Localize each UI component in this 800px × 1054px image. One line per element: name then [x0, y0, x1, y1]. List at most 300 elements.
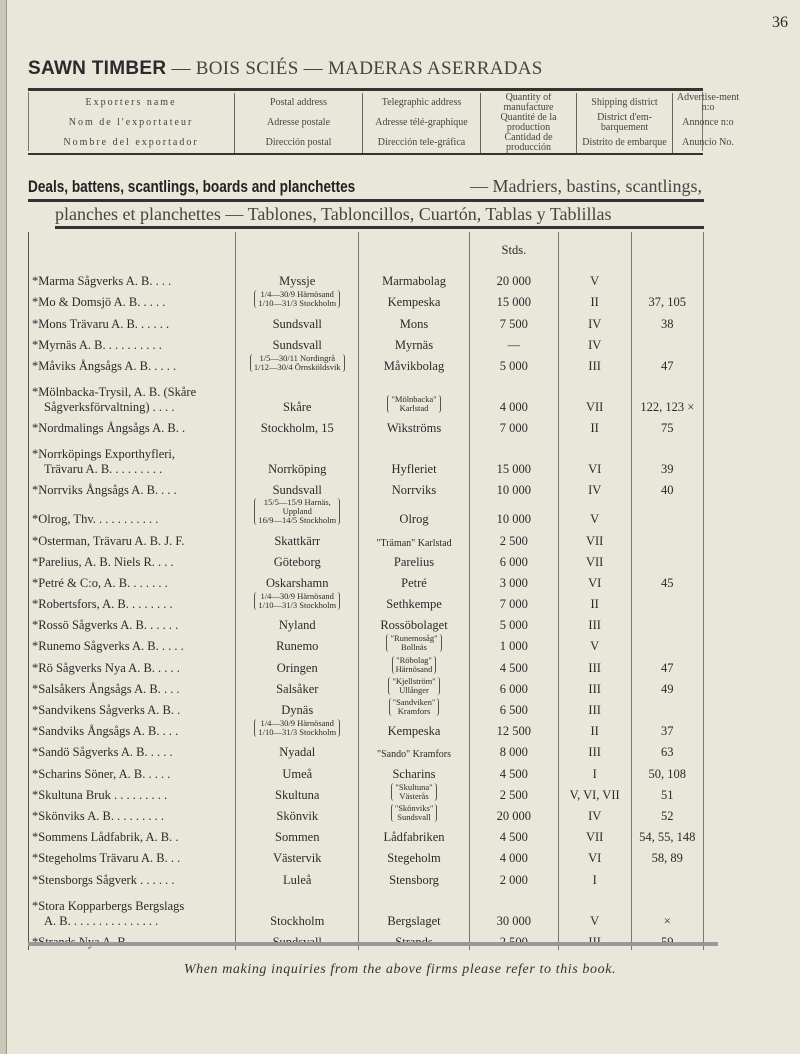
postal-address: [236, 739, 359, 760]
quantity: [470, 929, 559, 950]
firm-name-line: *Stensborgs Sågverk . . . . . .: [32, 872, 175, 887]
column-header: Telegraphic address: [363, 93, 481, 113]
firm-name-line: *Sommens Lådfabrik, A. B. .: [32, 830, 179, 845]
firm-name-line: *Marma Sågverks A. B. . . .: [32, 274, 172, 289]
table-row: [29, 570, 704, 591]
tele-brace-group: [391, 804, 438, 822]
table-row: [29, 612, 704, 633]
postal-line: 1/4—30/9 Härnösand: [260, 718, 334, 729]
firm-name-line: *Nordmalings Ångsågs A. B. .: [32, 421, 186, 436]
advertisement-number: [631, 498, 703, 527]
firm-name: [29, 676, 236, 697]
telegraphic-address: [359, 477, 470, 498]
advertisement-number: 58, 89: [631, 845, 703, 866]
section-heading-rest: — Madriers, bastins, scantlings,: [470, 176, 702, 196]
postal-text: Nyadal: [279, 745, 316, 760]
postal-text: Skultuna: [275, 787, 320, 802]
shipping-district: III: [558, 676, 631, 697]
tele-brace-group: [392, 656, 437, 674]
postal-line: 1/5—30/11 Nordingrå: [259, 352, 335, 363]
postal-text: Oringen: [276, 660, 318, 675]
telegraphic-address: [359, 718, 470, 739]
postal-address: [236, 310, 359, 331]
firm-name-line: *Olrog, Thv. . . . . . . . . . .: [32, 512, 159, 527]
table-bottom-rule: [28, 942, 718, 946]
column-header: Annonce n:o: [673, 113, 744, 133]
table-row: [29, 591, 704, 612]
tele-text: Scharins: [392, 766, 436, 781]
column-header: Advertise-ment n:o: [673, 93, 744, 113]
shipping-district: VI: [558, 845, 631, 866]
postal-brace-group: [254, 498, 340, 525]
quantity: 5 000: [470, 353, 559, 374]
tele-brace-group: [391, 783, 436, 801]
firm-name: [29, 498, 236, 527]
firm-name: [29, 310, 236, 331]
firm-name: [29, 436, 236, 477]
shipping-district: V: [558, 633, 631, 654]
firm-name-line: *Skönviks A. B. . . . . . . . .: [32, 808, 164, 823]
firm-name: [29, 824, 236, 845]
quantity: 10 000: [470, 477, 559, 498]
tele-text: Marmabolag: [382, 274, 446, 289]
section-rule-1: [28, 199, 704, 202]
quantity: 30 000: [470, 888, 559, 929]
column-header: Nombre del exportador: [63, 137, 199, 148]
postal-address: [236, 415, 359, 436]
shipping-district: IV: [558, 803, 631, 824]
table-row: [29, 268, 704, 289]
firm-name-line: *Runemo Sågverks A. B. . . . .: [32, 639, 184, 654]
tele-line: Sundsvall: [397, 811, 431, 822]
quantity: 4 000: [470, 374, 559, 415]
tele-line: "Röbolag": [396, 654, 432, 665]
shipping-district: II: [558, 289, 631, 310]
quantity: 6 000: [470, 676, 559, 697]
tele-text: Wikströms: [386, 421, 442, 436]
firm-name-line: *Sandö Sågverks A. B. . . . .: [32, 745, 173, 760]
firm-name: [29, 654, 236, 675]
table-row: [29, 353, 704, 374]
postal-address: [236, 676, 359, 697]
page-margin-line: [6, 0, 7, 1054]
quantity: 7 000: [470, 415, 559, 436]
exporters-table: [28, 232, 704, 950]
postal-text: Norrköping: [268, 462, 327, 477]
table-row: [29, 289, 704, 310]
column-header: Quantité de la production: [481, 113, 577, 133]
advertisement-number: 37: [631, 718, 703, 739]
quantity: 7 500: [470, 310, 559, 331]
table-row: [29, 803, 704, 824]
postal-address: [236, 436, 359, 477]
quantity: 4 000: [470, 845, 559, 866]
postal-text: Stockholm: [270, 913, 325, 928]
table-row: [29, 332, 704, 353]
tele-line: Bollnäs: [401, 642, 427, 653]
firm-name-line: *Mölnbacka-Trysil, A. B. (Skåre: [32, 384, 197, 399]
tele-text: Sethkempe: [386, 597, 442, 612]
telegraphic-address: [359, 289, 470, 310]
shipping-district: VI: [558, 436, 631, 477]
quantity: 5 000: [470, 612, 559, 633]
shipping-district: IV: [558, 332, 631, 353]
telegraphic-address: [359, 633, 470, 654]
firm-name-line: *Norrköpings Exporthyfleri,: [32, 447, 176, 462]
advertisement-number: 47: [631, 353, 703, 374]
tele-line: Västerås: [399, 790, 429, 801]
quantity: 20 000: [470, 268, 559, 289]
shipping-district: V: [558, 498, 631, 527]
advertisement-number: ×: [631, 888, 703, 929]
table-row: [29, 477, 704, 498]
postal-address: [236, 477, 359, 498]
tele-line: "Skultuna": [395, 781, 433, 792]
postal-text: Nyland: [278, 618, 316, 633]
firm-name: [29, 268, 236, 289]
postal-address: [236, 570, 359, 591]
advertisement-number: 47: [631, 654, 703, 675]
table-row: [29, 845, 704, 866]
shipping-district: III: [558, 697, 631, 718]
shipping-district: III: [558, 353, 631, 374]
header-row: [28, 93, 743, 113]
postal-line: Uppland: [282, 506, 312, 517]
quantity: 20 000: [470, 803, 559, 824]
advertisement-number: 40: [631, 477, 703, 498]
advertisement-number: [631, 633, 703, 654]
table-row: [29, 888, 704, 929]
shipping-district: II: [558, 415, 631, 436]
firm-name: [29, 929, 236, 950]
firm-name-line: *Mons Trävaru A. B. . . . . .: [32, 316, 170, 331]
tele-line: "Runemosåg": [390, 633, 438, 644]
column-header: Adresse postale: [235, 113, 363, 133]
postal-text: Salsåker: [276, 681, 319, 696]
column-header: Adresse télé-graphique: [363, 113, 481, 133]
quantity: 15 000: [470, 436, 559, 477]
column-header: Cantidad de producción: [481, 133, 577, 153]
telegraphic-address: [359, 929, 470, 950]
firm-name-line: *Petré & C:o, A. B. . . . . . .: [32, 575, 168, 590]
section-heading-bold: Deals, battens, scantlings, boards and planchettes: [28, 177, 356, 196]
tele-text: Petré: [401, 575, 427, 590]
firm-name: [29, 374, 236, 415]
tele-text: Mons: [399, 316, 429, 331]
firm-name: [29, 591, 236, 612]
postal-text: Sommen: [275, 830, 320, 845]
postal-text: Luleå: [283, 872, 312, 887]
quantity: 7 000: [470, 591, 559, 612]
footer-note: When making inquiries from the above firms please refer to this book.: [183, 962, 617, 977]
shipping-district: VII: [558, 374, 631, 415]
shipping-district: IV: [558, 310, 631, 331]
postal-address: [236, 612, 359, 633]
shipping-district: VII: [558, 549, 631, 570]
quantity: 15 000: [470, 289, 559, 310]
shipping-district: V: [558, 268, 631, 289]
telegraphic-address: [359, 612, 470, 633]
header-top-rule: [28, 88, 703, 91]
firm-name: [29, 888, 236, 929]
tele-brace-group: [388, 677, 439, 695]
firm-name: [29, 718, 236, 739]
postal-line: 1/4—30/9 Härnösand: [260, 289, 334, 300]
telegraphic-address: [359, 415, 470, 436]
postal-text: Sundsvall: [272, 483, 322, 498]
tele-brace-group: [386, 634, 441, 652]
quantity: —: [470, 332, 559, 353]
advertisement-number: 50, 108: [631, 760, 703, 781]
postal-line: 15/5—15/9 Harnäs,: [263, 497, 331, 508]
telegraphic-address: [359, 549, 470, 570]
telegraphic-address: [359, 353, 470, 374]
quantity: 4 500: [470, 760, 559, 781]
firm-name-line: *Norrviks Ångsågs A. B. . . .: [32, 483, 177, 498]
firm-name: [29, 739, 236, 760]
tele-line: Karlstad: [399, 402, 429, 413]
firm-name-line: *Myrnäs A. B. . . . . . . . . .: [32, 337, 162, 352]
postal-address: [236, 549, 359, 570]
table-row: [29, 654, 704, 675]
firm-name-line: Trävaru A. B. . . . . . . . .: [44, 462, 163, 477]
column-header: Distrito de embarque: [577, 133, 673, 153]
firm-name: [29, 527, 236, 548]
telegraphic-address: [359, 498, 470, 527]
postal-text: Runemo: [276, 639, 319, 654]
quantity: 2 500: [470, 782, 559, 803]
firm-name: [29, 760, 236, 781]
firm-name-line: *Parelius, A. B. Niels R. . . .: [32, 554, 174, 569]
postal-text: Västervik: [272, 851, 322, 866]
postal-address: [236, 845, 359, 866]
table-row: [29, 760, 704, 781]
postal-line: 1/10—31/3 Stockholm: [258, 727, 337, 738]
firm-name: [29, 415, 236, 436]
postal-text: Oskarshamn: [265, 575, 329, 590]
firm-name: [29, 612, 236, 633]
tele-line: "Skönviks": [394, 802, 434, 813]
table-row: [29, 527, 704, 548]
postal-address: [236, 353, 359, 374]
quantity: 12 500: [470, 718, 559, 739]
firm-name-line: A. B. . . . . . . . . . . . . . .: [44, 913, 159, 928]
firm-name: [29, 782, 236, 803]
tele-text: Kempeska: [387, 295, 441, 310]
postal-address: [236, 803, 359, 824]
unit-label: Stds.: [470, 232, 559, 268]
quantity: 4 500: [470, 824, 559, 845]
postal-address: [236, 929, 359, 950]
tele-text: "Sando" Kramfors: [377, 749, 451, 761]
column-header: Dirección tele-gráfica: [363, 133, 481, 153]
telegraphic-address: [359, 888, 470, 929]
table-row: [29, 824, 704, 845]
postal-address: [236, 268, 359, 289]
table-row: [29, 697, 704, 718]
tele-line: Härnösand: [395, 663, 433, 674]
advertisement-number: 45: [631, 570, 703, 591]
shipping-district: III: [558, 654, 631, 675]
shipping-district: V, VI, VII: [558, 782, 631, 803]
column-header: Anuncio No.: [673, 133, 744, 153]
shipping-district: V: [558, 888, 631, 929]
postal-text: Stockholm, 15: [260, 421, 334, 436]
advertisement-number: [631, 697, 703, 718]
telegraphic-address: [359, 436, 470, 477]
tele-text: Stegeholm: [387, 851, 441, 866]
advertisement-number: 49: [631, 676, 703, 697]
postal-brace-group: [250, 354, 345, 372]
tele-text: Bergslaget: [387, 913, 441, 928]
firm-name-line: *Skultuna Bruk . . . . . . . . .: [32, 787, 168, 802]
advertisement-number: [631, 268, 703, 289]
postal-line: 1/10—31/3 Stockholm: [258, 600, 337, 611]
postal-text: Skåre: [283, 399, 312, 414]
telegraphic-address: [359, 268, 470, 289]
table-row: [29, 718, 704, 739]
advertisement-number: 54, 55, 148: [631, 824, 703, 845]
shipping-district: II: [558, 718, 631, 739]
postal-address: [236, 498, 359, 527]
postal-text: Sundsvall: [272, 316, 322, 331]
firm-name: [29, 353, 236, 374]
tele-text: Parelius: [393, 554, 435, 569]
telegraphic-address: [359, 654, 470, 675]
advertisement-number: 52: [631, 803, 703, 824]
tele-brace-group: [389, 698, 440, 716]
postal-address: [236, 654, 359, 675]
shipping-district: I: [558, 866, 631, 887]
postal-address: [236, 824, 359, 845]
firm-name-line: *Stora Kopparbergs Bergslags: [32, 898, 185, 913]
firm-name: [29, 866, 236, 887]
postal-text: Dynäs: [281, 703, 314, 717]
telegraphic-address: [359, 332, 470, 353]
shipping-district: VI: [558, 570, 631, 591]
header-row: [28, 113, 743, 133]
postal-address: [236, 527, 359, 548]
table-row: [29, 374, 704, 415]
header-row: [28, 133, 743, 153]
column-header: Exporters name: [85, 97, 177, 108]
shipping-district: IV: [558, 477, 631, 498]
title-main: SAWN TIMBER: [28, 58, 167, 79]
column-header-table: [28, 93, 743, 153]
telegraphic-address: [359, 782, 470, 803]
tele-text: Kempeska: [387, 724, 441, 739]
firm-name: [29, 845, 236, 866]
shipping-district: [558, 929, 631, 950]
table-row: [29, 782, 704, 803]
firm-name: [29, 477, 236, 498]
postal-address: [236, 332, 359, 353]
section-rule-2: [55, 226, 704, 229]
postal-line: 1/4—30/9 Härnösand: [260, 591, 334, 602]
telegraphic-address: [359, 824, 470, 845]
postal-address: [236, 782, 359, 803]
table-row: [29, 866, 704, 887]
firm-name-line: Sågverksförvaltning) . . . .: [44, 399, 175, 414]
quantity: 8 000: [470, 739, 559, 760]
telegraphic-address: [359, 739, 470, 760]
firm-name: [29, 289, 236, 310]
advertisement-number: [631, 612, 703, 633]
postal-address: [236, 697, 359, 718]
tele-brace-group: [387, 395, 440, 413]
postal-text: Myssje: [279, 274, 316, 289]
postal-address: [236, 591, 359, 612]
firm-name: [29, 332, 236, 353]
firm-name-line: *Rossö Sågverks A. B. . . . . .: [32, 618, 179, 633]
table-row: [29, 415, 704, 436]
postal-text: Göteborg: [273, 554, 321, 569]
postal-line: 16/9—14/5 Stockholm: [258, 515, 337, 526]
unit-row: [29, 232, 704, 268]
postal-brace-group: [254, 592, 340, 610]
firm-name: [29, 803, 236, 824]
telegraphic-address: [359, 570, 470, 591]
shipping-district: VII: [558, 824, 631, 845]
advertisement-number: 37, 105: [631, 289, 703, 310]
tele-text: "Träman" Karlstad: [376, 537, 452, 549]
telegraphic-address: [359, 760, 470, 781]
firm-name: [29, 697, 236, 718]
tele-text: Måvikbolag: [383, 358, 445, 373]
table-row: [29, 929, 704, 950]
firm-name-line: *Måviks Ångsågs A. B. . . . .: [32, 358, 177, 373]
quantity: 6 500: [470, 697, 559, 718]
firm-name-line: *Mo & Domsjö A. B. . . . .: [32, 295, 166, 310]
section-heading-line2: planches et planchettes — Tablones, Tabloncillos, Cuartón, Tablas y Tablillas: [55, 204, 612, 224]
title-rest: — BOIS SCIÉS — MADERAS ASERRADAS: [166, 58, 543, 79]
shipping-district: II: [558, 591, 631, 612]
advertisement-number: [631, 332, 703, 353]
advertisement-number: 122, 123 ×: [631, 374, 703, 415]
tele-text: Norrviks: [391, 483, 437, 498]
advertisement-number: 75: [631, 415, 703, 436]
firm-name-line: *Scharins Söner, A. B. . . . .: [32, 766, 171, 781]
table-row: [29, 310, 704, 331]
tele-text: Hyfleriet: [391, 462, 437, 477]
postal-address: [236, 289, 359, 310]
quantity: 1 000: [470, 633, 559, 654]
postal-text: Skönvik: [276, 808, 319, 823]
firm-name-line: *Stegeholms Trävaru A. B. . .: [32, 851, 181, 866]
postal-address: [236, 760, 359, 781]
tele-text: Olrog: [399, 512, 429, 527]
postal-address: [236, 866, 359, 887]
shipping-district: III: [558, 612, 631, 633]
postal-brace-group: [254, 719, 340, 737]
tele-line: "Sandviken": [392, 697, 436, 707]
postal-text: Skattkärr: [274, 533, 321, 548]
telegraphic-address: [359, 527, 470, 548]
firm-name: [29, 633, 236, 654]
table-row: [29, 436, 704, 477]
firm-name-line: *Osterman, Trävaru A. B. J. F.: [32, 533, 185, 548]
telegraphic-address: [359, 676, 470, 697]
quantity: 3 000: [470, 570, 559, 591]
quantity: 4 500: [470, 654, 559, 675]
header-bottom-rule: [28, 153, 703, 155]
advertisement-number: [631, 591, 703, 612]
advertisement-number: [631, 866, 703, 887]
tele-text: Stensborg: [389, 872, 439, 887]
quantity: 2 500: [470, 527, 559, 548]
tele-line: "Mölnbacka": [391, 393, 437, 404]
shipping-district: I: [558, 760, 631, 781]
